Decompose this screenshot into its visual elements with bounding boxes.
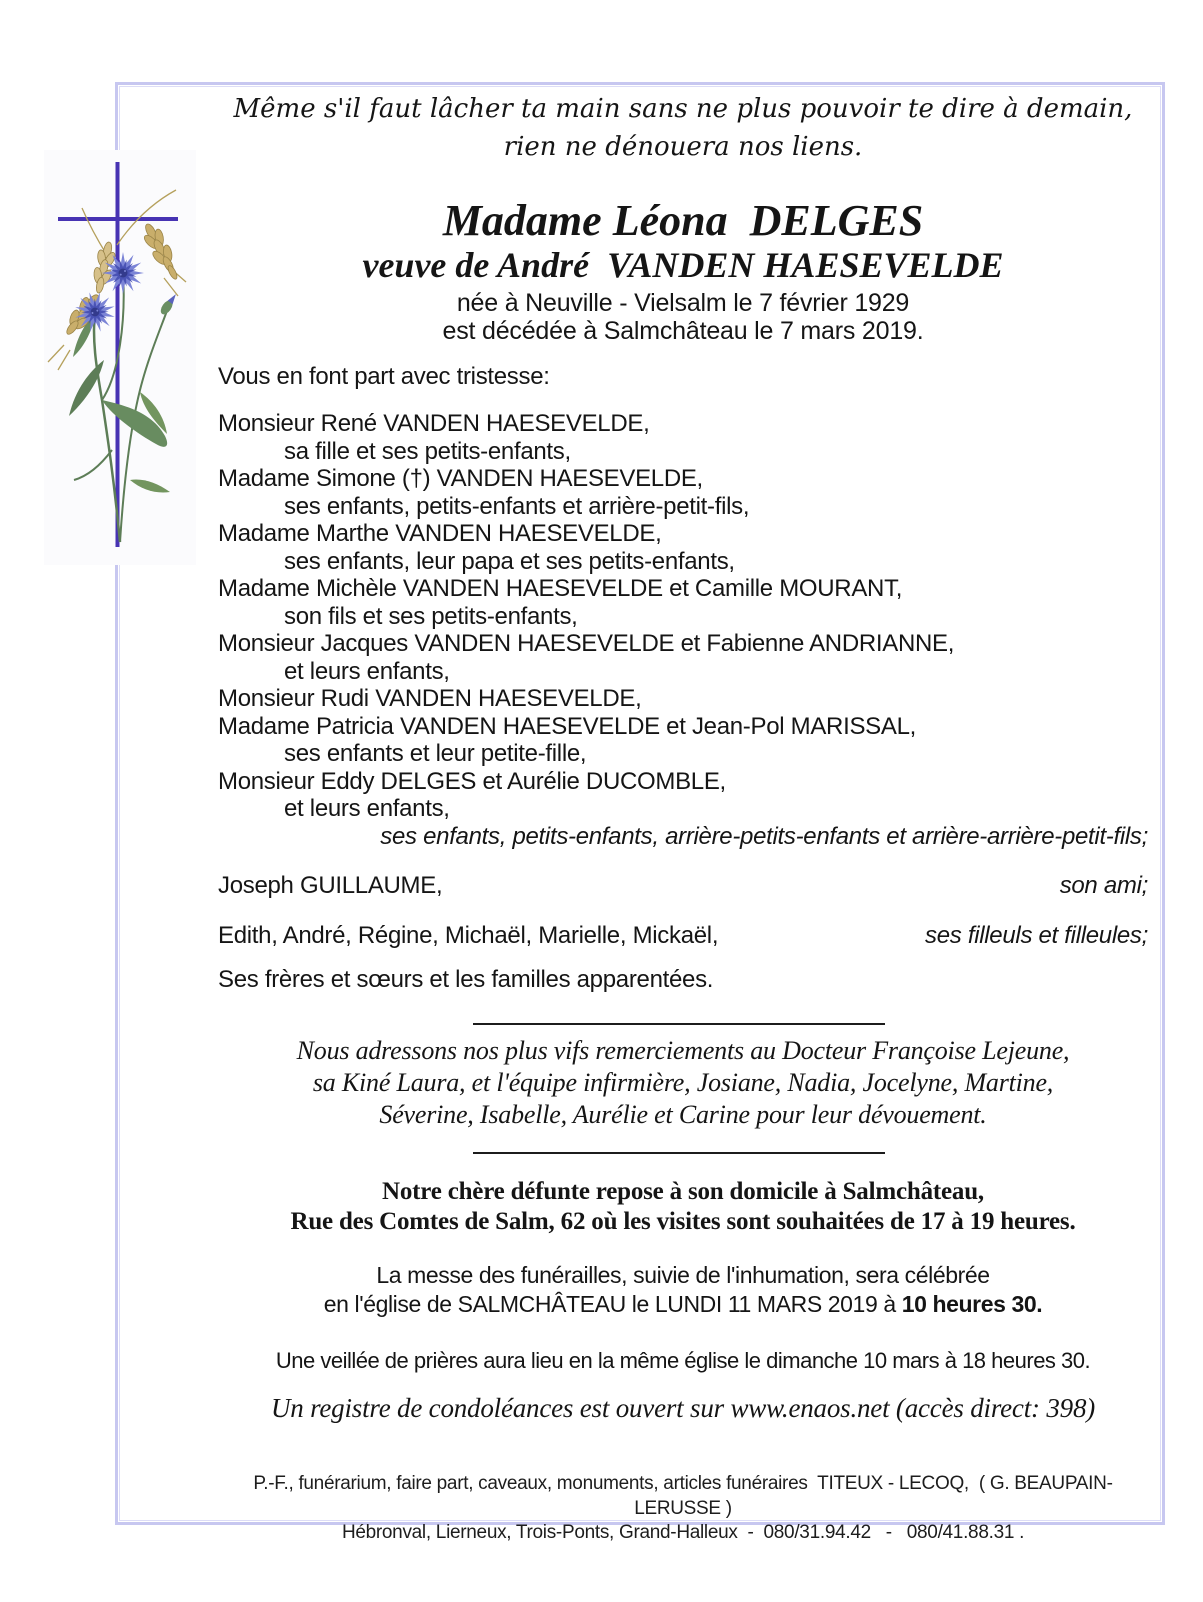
- family-list: [218, 410, 1148, 850]
- family-member: [218, 520, 1148, 575]
- family-member: [218, 630, 1148, 685]
- announcement-content: [218, 0, 1148, 1602]
- intro-line: Vous en font part avec tristesse:: [218, 363, 550, 390]
- family-member-detail: et leurs enfants,: [284, 657, 450, 685]
- family-member-detail: ses enfants, petits-enfants et arrière-petit-fils,: [284, 492, 750, 520]
- divider-bottom: [473, 1152, 885, 1154]
- thanks-line-1: Nous adressons nos plus vifs remerciements au Docteur Françoise Lejeune,: [296, 1036, 1070, 1065]
- cross-flowers-illustration: [44, 150, 196, 565]
- godchildren-relation: ses filleuls et filleules;: [925, 922, 1148, 949]
- thanks-paragraph: [218, 1035, 1148, 1131]
- family-member-name: Monsieur René VANDEN HAESEVELDE,: [218, 410, 650, 437]
- family-member-name: Monsieur Jacques VANDEN HAESEVELDE et Fabienne ANDRIANNE,: [218, 630, 955, 657]
- family-member-name: Monsieur Rudi VANDEN HAESEVELDE,: [218, 685, 642, 712]
- descendants-line: ses enfants, petits-enfants, arrière-petits-enfants et arrière-arrière-petit-fils;: [380, 822, 1148, 850]
- mass-paragraph: [218, 1261, 1148, 1319]
- family-member-detail: son fils et ses petits-enfants,: [284, 602, 578, 630]
- thanks-line-3: Séverine, Isabelle, Aurélie et Carine pour leur dévouement.: [379, 1100, 987, 1129]
- family-member-name: Madame Michèle VANDEN HAESEVELDE et Camille MOURANT,: [218, 575, 903, 602]
- widow-of-line: veuve de André VANDEN HAESEVELDE: [362, 245, 1004, 285]
- friend-relation: son ami;: [1059, 872, 1148, 899]
- family-member-detail: ses enfants et leur petite-fille,: [284, 740, 587, 767]
- vigil-line: Une veillée de prières aura lieu en la même église le dimanche 10 mars à 18 heures 30.: [275, 1348, 1091, 1373]
- friend-name: Joseph GUILLAUME,: [218, 872, 443, 899]
- family-member-name: Madame Simone (†) VANDEN HAESEVELDE,: [218, 465, 703, 492]
- family-member-name: Monsieur Eddy DELGES et Aurélie DUCOMBLE,: [218, 767, 726, 795]
- family-member-detail: et leurs enfants,: [284, 795, 450, 822]
- families-line: Ses frères et sœurs et les familles apparentées.: [218, 966, 714, 993]
- funeral-home-footer: [218, 1472, 1148, 1546]
- birth-line: née à Neuville - Vielsalm le 7 février 1929: [456, 289, 910, 317]
- condolence-register-line: Un registre de condoléances est ouvert sur www.enaos.net (accès direct: 398): [270, 1393, 1096, 1423]
- mass-line-1: La messe des funérailles, suivie de l'inhumation, sera célébrée: [376, 1262, 990, 1288]
- family-member: [218, 768, 1148, 823]
- repose-paragraph: [218, 1177, 1148, 1236]
- mass-time: 10 heures 30.: [901, 1291, 1043, 1317]
- mass-line-2-text: en l'église de SALMCHÂTEAU le LUNDI 11 MARS 2019 à: [323, 1291, 902, 1317]
- family-member: [218, 465, 1148, 520]
- family-member: [218, 685, 1148, 713]
- family-member-name: Madame Patricia VANDEN HAESEVELDE et Jean-Pol MARISSAL,: [218, 712, 916, 740]
- repose-line-2: Rue des Comtes de Salm, 62 où les visites sont souhaitées de 17 à 19 heures.: [290, 1207, 1076, 1235]
- family-member-detail: sa fille et ses petits-enfants,: [284, 437, 571, 465]
- memorial-quote-line-1: Même s'il faut lâcher ta main sans ne plus pouvoir te dire à demain,: [233, 94, 1133, 124]
- family-member: [218, 575, 1148, 630]
- memorial-quote-line-2: rien ne dénouera nos liens.: [503, 132, 863, 162]
- cross-flowers-artwork: [44, 150, 196, 565]
- thanks-line-2: sa Kiné Laura, et l'équipe infirmière, Josiane, Nadia, Jocelyne, Martine,: [312, 1068, 1054, 1097]
- footer-line-2: Hébronval, Lierneux, Trois-Ponts, Grand-Halleux - 080/31.94.42 - 080/41.88.31 .: [341, 1522, 1025, 1543]
- repose-line-1: Notre chère défunte repose à son domicile à Salmchâteau,: [382, 1178, 984, 1205]
- godchildren-names: Edith, André, Régine, Michaël, Marielle, Mickaël,: [218, 922, 719, 949]
- footer-line-1: P.-F., funérarium, faire part, caveaux, monuments, articles funéraires TITEUX - LECOQ, ( G. BEAUPAIN-LERUSSE ): [253, 1473, 1113, 1519]
- family-member-detail: ses enfants, leur papa et ses petits-enfants,: [284, 547, 735, 575]
- death-line: est décédée à Salmchâteau le 7 mars 2019.: [442, 317, 924, 345]
- deceased-name: Madame Léona DELGES: [442, 196, 924, 245]
- godchildren-row: [218, 922, 1148, 950]
- friend-row: [218, 872, 1148, 900]
- divider-top: [473, 1023, 885, 1025]
- mass-line-2: [218, 1290, 1148, 1319]
- family-member: [218, 713, 1148, 768]
- family-member-name: Madame Marthe VANDEN HAESEVELDE,: [218, 520, 662, 547]
- family-member: [218, 410, 1148, 465]
